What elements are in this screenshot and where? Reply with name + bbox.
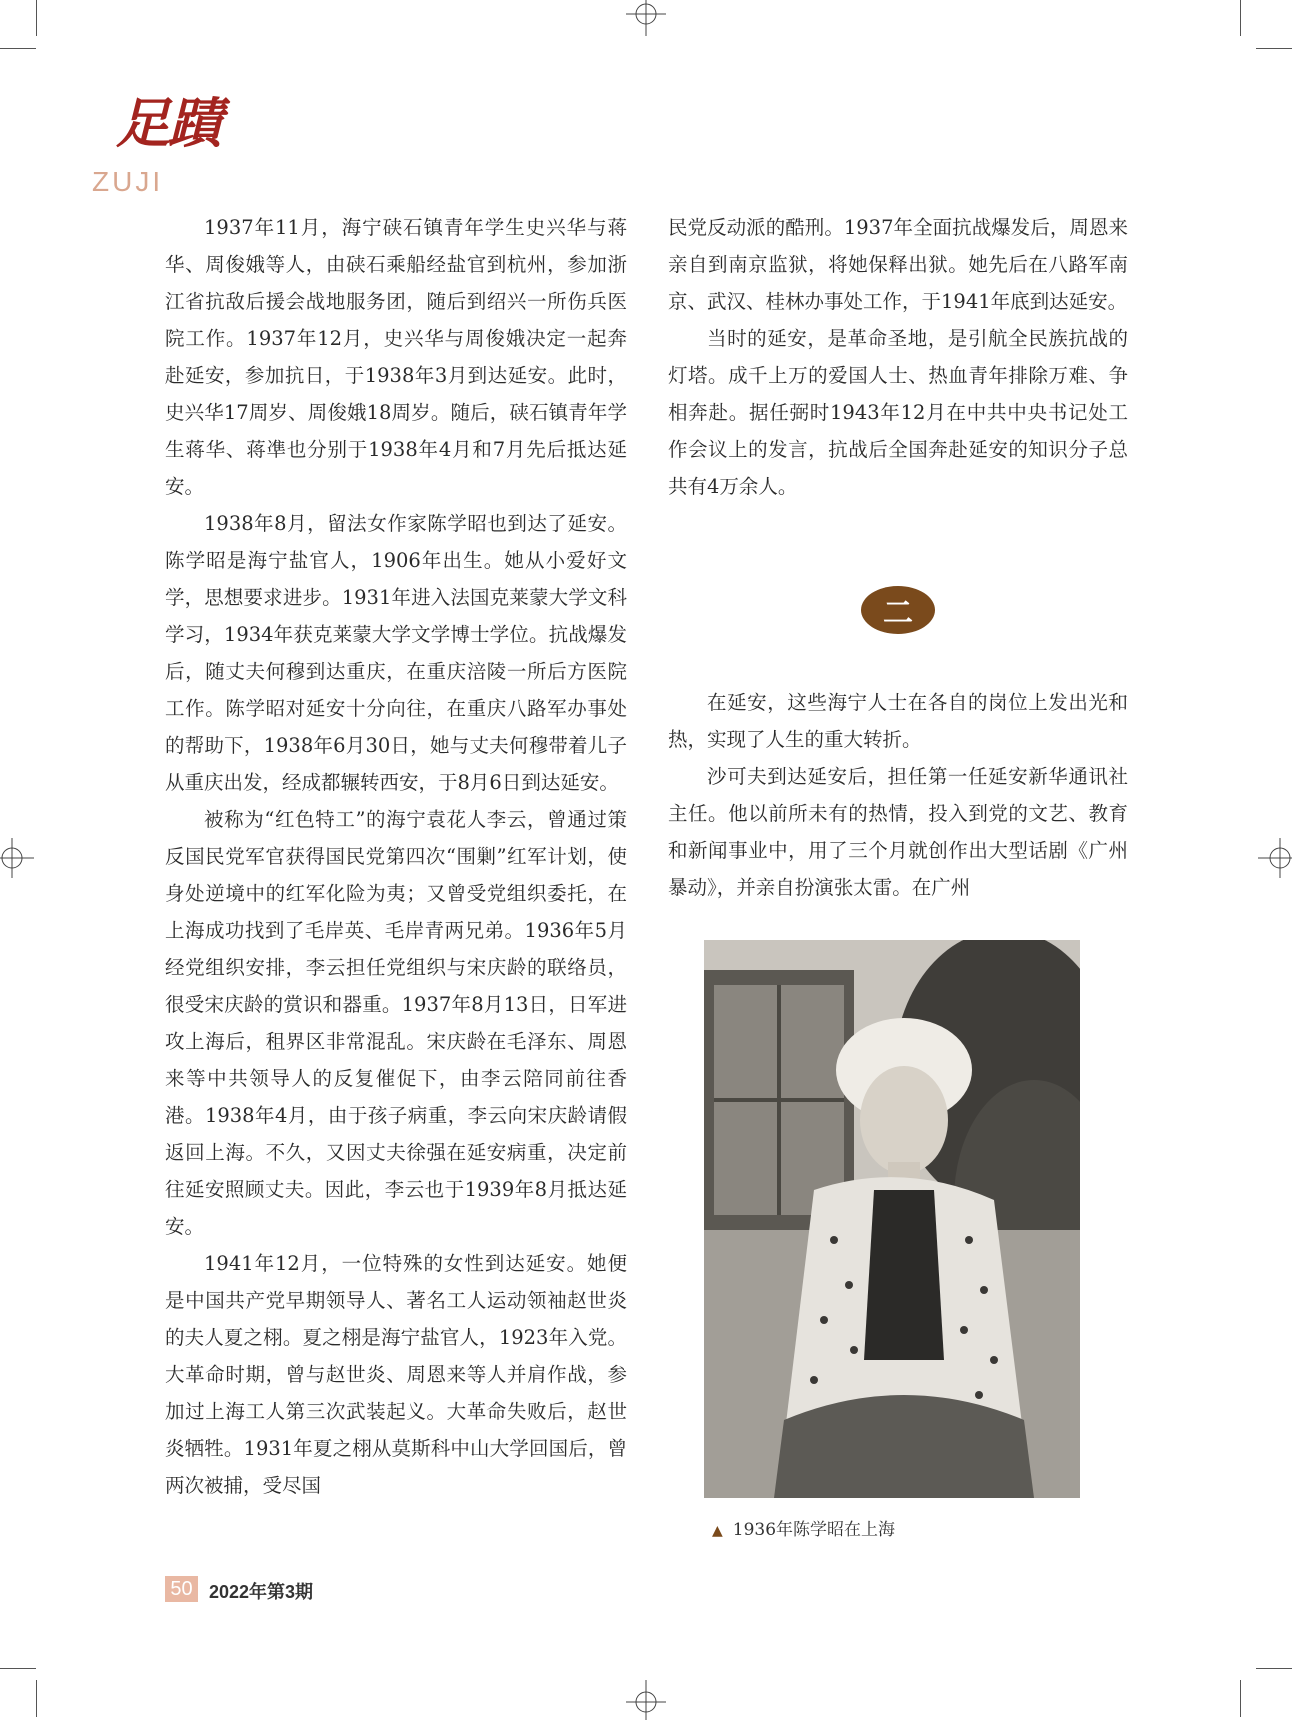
registration-mark-icon [626,1680,666,1720]
paragraph: 当时的延安，是革命圣地，是引航全民族抗战的灯塔。成千上万的爱国人士、热血青年排除万难、争相奔赴。据任弼时1943年12月在中共中央书记处工作会议上的发言，抗战后全国奔赴延安的知识分子总共有4万余人。 [668,327,1128,498]
crop-mark [1256,1668,1292,1669]
portrait-illustration [704,940,1080,1498]
issue-label: 2022年第3期 [209,1582,314,1602]
right-column-top [668,209,1128,505]
registration-mark-icon [1258,838,1292,878]
left-column [165,209,627,1504]
crop-mark [1256,48,1292,49]
photo-caption [712,1515,895,1540]
crop-mark [0,48,36,49]
paragraph: 在延安，这些海宁人士在各自的岗位上发出光和热，实现了人生的重大转折。 [668,691,1128,751]
paragraph: 1937年11月，海宁硖石镇青年学生史兴华与蒋华、周俊娥等人，由硖石乘船经盐官到杭州，参加浙江省抗敌后援会战地服务团，随后到绍兴一所伤兵医院工作。1937年12月，史兴华与周俊娥决定一起奔赴延安，参加抗日，于1938年3月到达延安。此时，史兴华17周岁、周俊娥18周岁。随后，硖石镇青年学生蒋华、蒋凖也分别于1938年4月和7月先后抵达延安。 [165,216,627,498]
paragraph: 沙可夫到达延安后，担任第一任延安新华通讯社主任。他以前所未有的热情，投入到党的文艺、教育和新闻事业中，用了三个月就创作出大型话剧《广州暴动》，并亲自扮演张太雷。在广州 [668,765,1128,899]
registration-mark-icon [0,838,34,878]
column-logo-latin: ZUJI [92,166,164,197]
crop-mark [1240,1680,1241,1717]
crop-mark [36,1680,37,1717]
paragraph: 1941年12月，一位特殊的女性到达延安。她便是中国共产党早期领导人、著名工人运动领袖赵世炎的夫人夏之栩。夏之栩是海宁盐官人，1923年入党。大革命时期，曾与赵世炎、周恩来等人并肩作战，参加过上海工人第三次武装起义。大革命失败后，赵世炎牺牲。1931年夏之栩从莫斯科中山大学回国后，曾两次被捕，受尽国 [165,1252,627,1497]
section-number-badge: 二 [861,586,935,634]
right-column-bottom [668,684,1128,906]
column-logo: 足蹟 [116,91,220,155]
portrait-photo [704,940,1080,1498]
crop-mark [1240,0,1241,36]
paragraph: 1938年8月，留法女作家陈学昭也到达了延安。陈学昭是海宁盐官人，1906年出生。她从小爱好文学，思想要求进步。1931年进入法国克莱蒙大学文科学习，1934年获克莱蒙大学文学博士学位。抗战爆发后，随丈夫何穆到达重庆，在重庆涪陵一所后方医院工作。陈学昭对延安十分向往，在重庆八路军办事处的帮助下，1938年6月30日，她与丈夫何穆带着儿子从重庆出发，经成都辗转西安，于8月6日到达延安。 [165,512,627,794]
page-number: 50 [165,1576,198,1602]
crop-mark [36,0,37,36]
crop-mark [0,1668,36,1669]
caption-triangle-icon: ▲ [712,1523,723,1539]
registration-mark-icon [626,0,666,36]
paragraph-continuation: 民党反动派的酷刑。1937年全面抗战爆发后，周恩来亲自到南京监狱，将她保释出狱。她先后在八路军南京、武汉、桂林办事处工作，于1941年底到达延安。 [668,216,1128,313]
paragraph: 被称为“红色特工”的海宁袁花人李云，曾通过策反国民党军官获得国民党第四次“围剿”红军计划，使身处逆境中的红军化险为夷；又曾受党组织委托，在上海成功找到了毛岸英、毛岸青两兄弟。1936年5月经党组织安排，李云担任党组织与宋庆龄的联络员，很受宋庆龄的赏识和器重。1937年8月13日，日军进攻上海后，租界区非常混乱。宋庆龄在毛泽东、周恩来等中共领导人的反复催促下，由李云陪同前往香港。1938年4月，由于孩子病重，李云向宋庆龄请假返回上海。不久，又因丈夫徐强在延安病重，决定前往延安照顾丈夫。因此，李云也于1939年8月抵达延安。 [165,808,627,1238]
photo-caption-text: 1936年陈学昭在上海 [732,1520,896,1540]
